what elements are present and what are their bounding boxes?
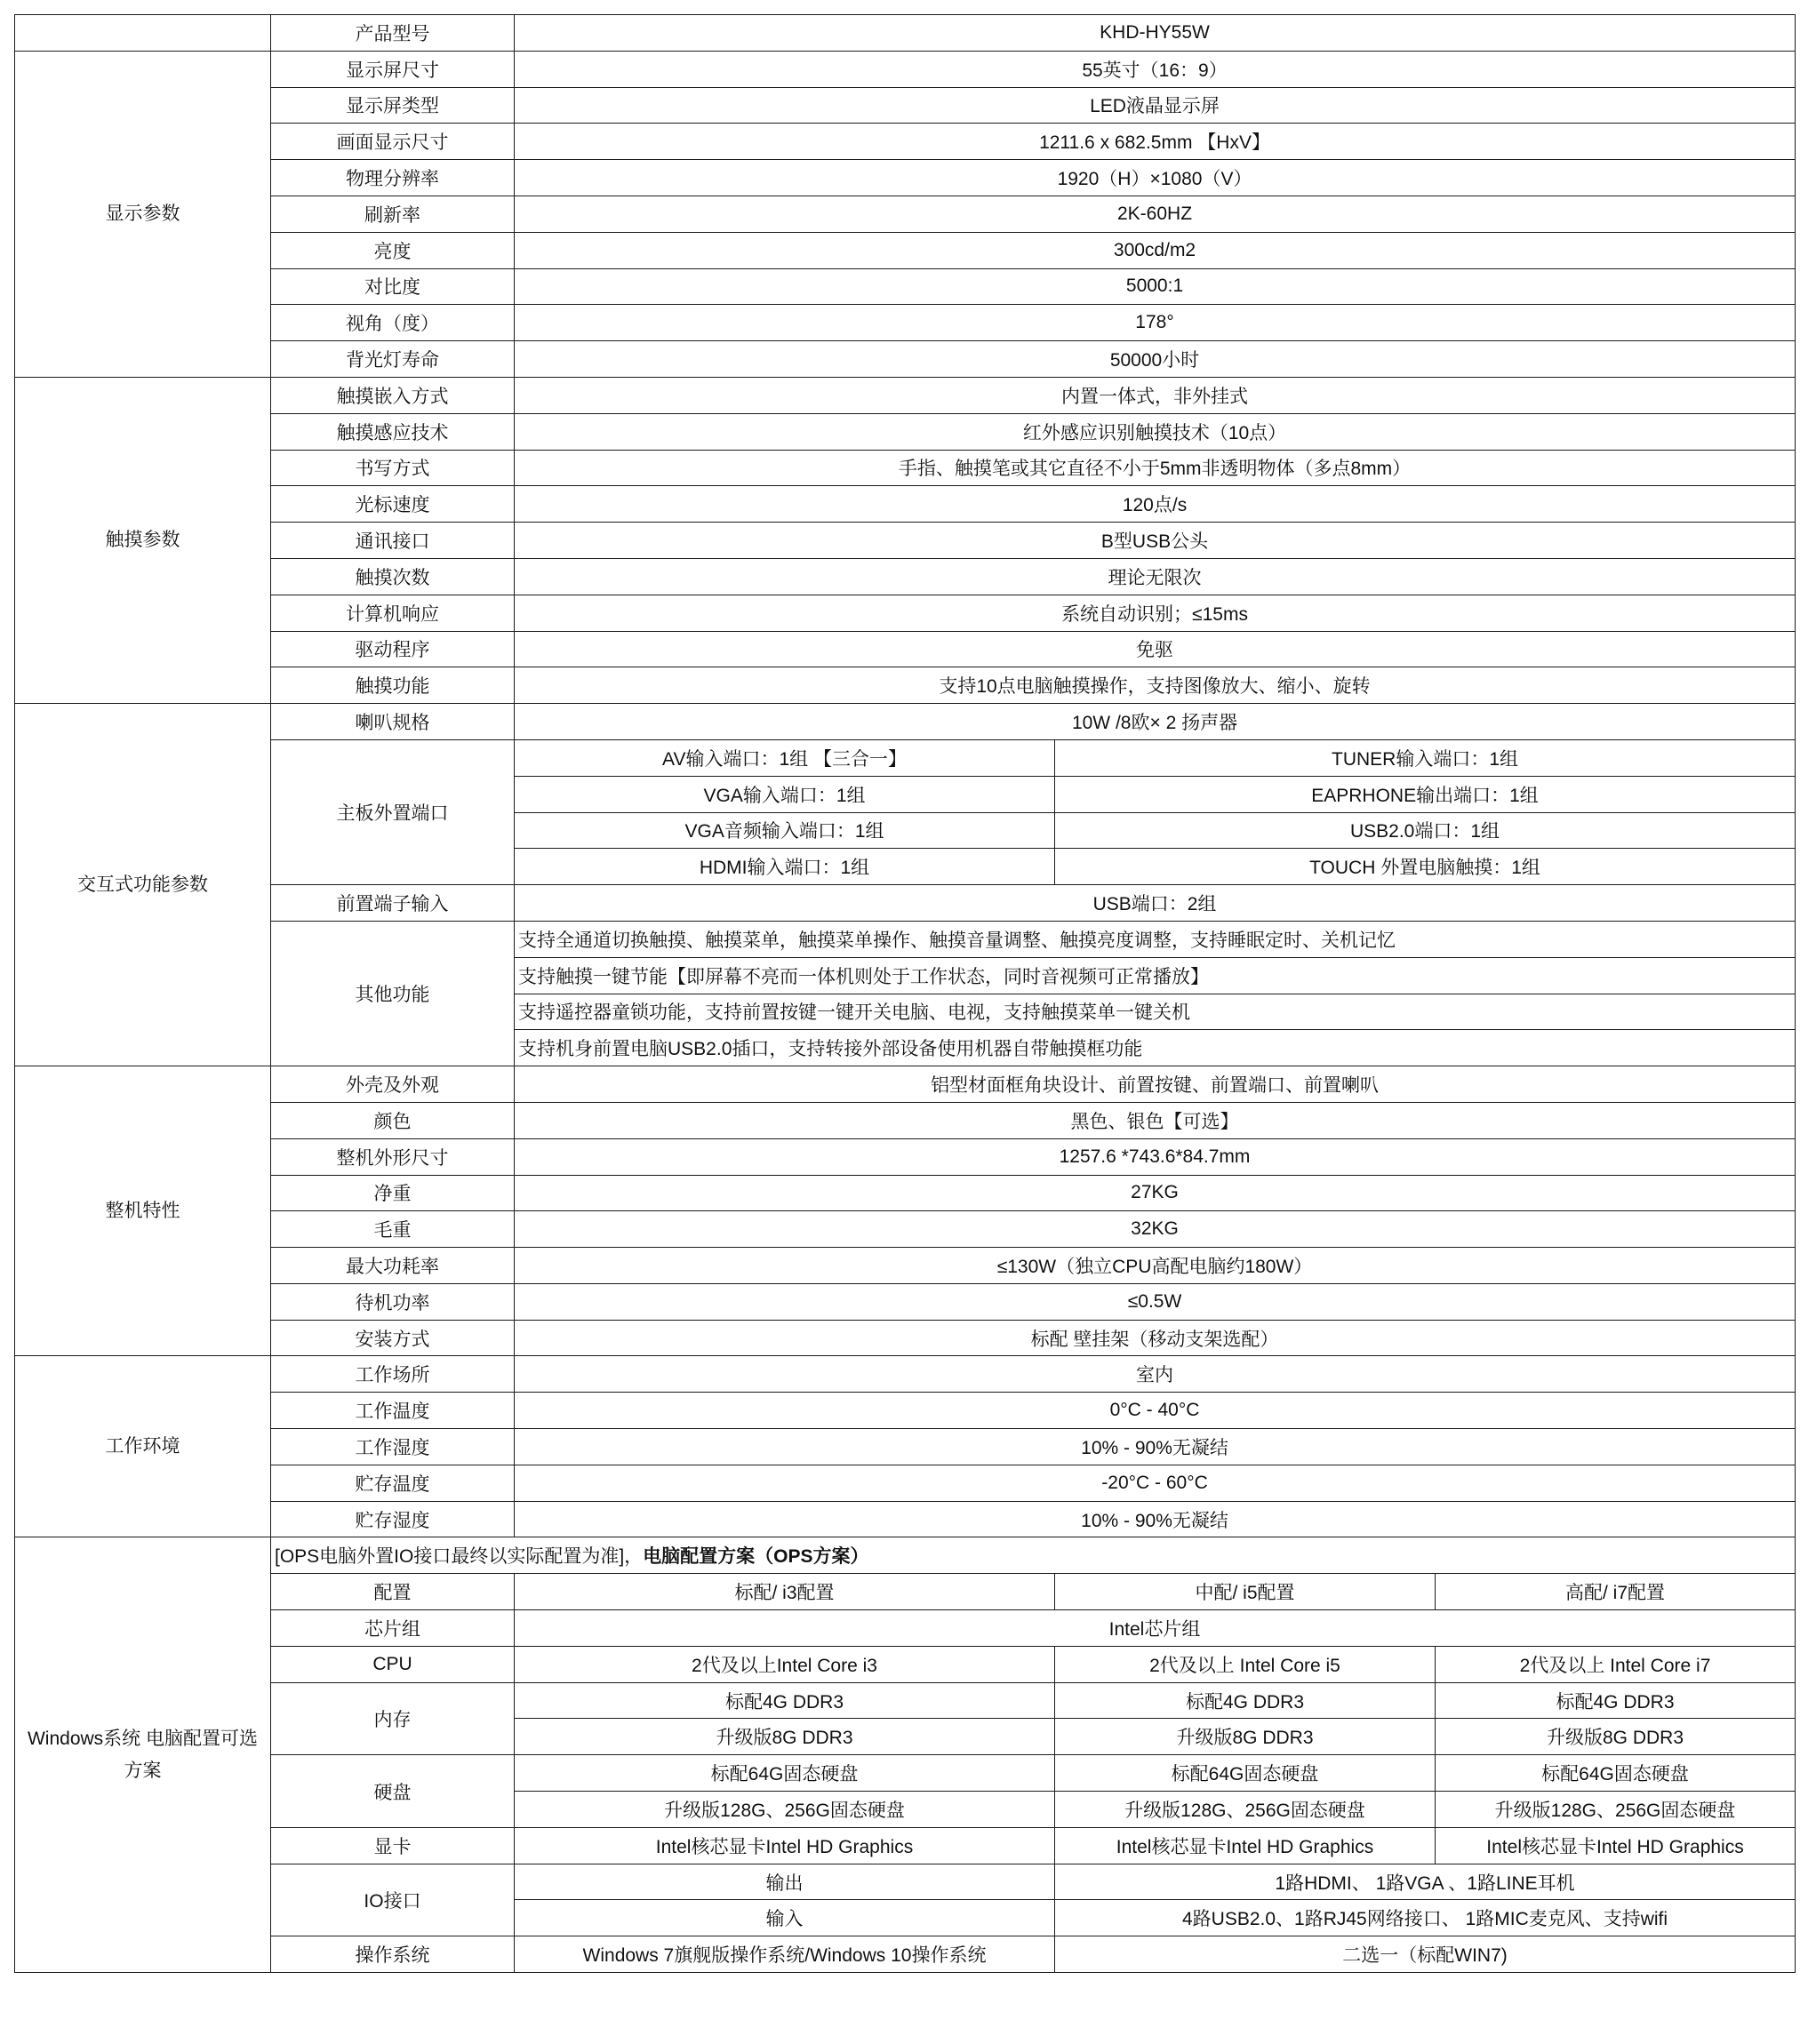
io-sub-label: 输入 — [515, 1900, 1055, 1936]
pc-note-title: 电脑配置方案（OPS方案） — [643, 1546, 869, 1568]
spec-value: 32KG — [515, 1211, 1796, 1248]
feature-line: 支持全通道切换触摸、触摸菜单，触摸菜单操作、触摸音量调整、触摸亮度调整，支持睡眠定时、关机记忆 — [515, 921, 1796, 957]
spec-label: 净重 — [271, 1175, 515, 1211]
spec-label: 触摸嵌入方式 — [271, 377, 515, 413]
spec-label: 显示屏类型 — [271, 87, 515, 124]
spec-row — [15, 1501, 1796, 1537]
spec-label: 刷新率 — [271, 196, 515, 232]
spec-row — [15, 160, 1796, 196]
spec-label: 操作系统 — [271, 1936, 515, 1973]
category-pc: Windows系统 电脑配置可选方案 — [15, 1537, 271, 1973]
port-cell: TOUCH 外置电脑触摸：1组 — [1055, 849, 1796, 885]
config-mid: 升级版128G、256G固态硬盘 — [1055, 1792, 1436, 1828]
spec-value: 10% - 90%无凝结 — [515, 1429, 1796, 1465]
spec-value: 1211.6 x 682.5mm 【HxV】 — [515, 124, 1796, 160]
spec-row — [15, 1175, 1796, 1211]
config-mid: 标配64G固态硬盘 — [1055, 1755, 1436, 1792]
config-high: 升级版8G DDR3 — [1436, 1719, 1796, 1755]
spec-label: 最大功耗率 — [271, 1248, 515, 1284]
spec-value: 免驱 — [515, 631, 1796, 667]
config-high: 2代及以上 Intel Core i7 — [1436, 1646, 1796, 1682]
spec-label: 贮存湿度 — [271, 1501, 515, 1537]
feature-line: 支持遥控器童锁功能，支持前置按键一键开关电脑、电视，支持触摸菜单一键关机 — [515, 994, 1796, 1030]
spec-label: 亮度 — [271, 232, 515, 268]
config-low: 标配64G固态硬盘 — [515, 1755, 1055, 1792]
spec-value: USB端口：2组 — [515, 885, 1796, 922]
spec-row — [15, 595, 1796, 631]
spec-row — [15, 1936, 1796, 1973]
spec-label: 喇叭规格 — [271, 704, 515, 740]
spec-row — [15, 486, 1796, 523]
spec-label: 硬盘 — [271, 1755, 515, 1828]
spec-row — [15, 667, 1796, 704]
config-low: 升级版8G DDR3 — [515, 1719, 1055, 1755]
spec-label: 光标速度 — [271, 486, 515, 523]
spec-row — [15, 124, 1796, 160]
port-cell: TUNER输入端口：1组 — [1055, 739, 1796, 776]
spec-row — [15, 1356, 1796, 1393]
config-low: 标配4G DDR3 — [515, 1682, 1055, 1719]
port-cell: VGA输入端口：1组 — [515, 776, 1055, 812]
spec-label: CPU — [271, 1646, 515, 1682]
spec-label: IO接口 — [271, 1864, 515, 1936]
spec-value: 55英寸（16：9） — [515, 51, 1796, 87]
spec-label: 配置 — [271, 1574, 515, 1610]
spec-row — [15, 1138, 1796, 1175]
category-interactive: 交互式功能参数 — [15, 704, 271, 1066]
spec-row — [15, 631, 1796, 667]
spec-row — [15, 1755, 1796, 1792]
spec-label: 外壳及外观 — [271, 1066, 515, 1103]
io-sub-label: 输出 — [515, 1864, 1055, 1900]
spec-row — [15, 51, 1796, 87]
spec-value: 系统自动识别；≤15ms — [515, 595, 1796, 631]
spec-label: 贮存温度 — [271, 1465, 515, 1501]
spec-value: B型USB公头 — [515, 523, 1796, 559]
spec-row — [15, 450, 1796, 486]
spec-row — [15, 1682, 1796, 1719]
spec-label: 主板外置端口 — [271, 739, 515, 884]
io-value: 1路HDMI、 1路VGA 、1路LINE耳机 — [1055, 1864, 1796, 1900]
spec-value: 室内 — [515, 1356, 1796, 1393]
spec-label: 对比度 — [271, 268, 515, 305]
spec-label: 触摸次数 — [271, 558, 515, 595]
spec-row — [15, 1610, 1796, 1647]
spec-label: 背光灯寿命 — [271, 341, 515, 378]
spec-value: 铝型材面框角块设计、前置按键、前置端口、前置喇叭 — [515, 1066, 1796, 1103]
os-note: 二选一（标配WIN7) — [1055, 1936, 1796, 1973]
config-low: 2代及以上Intel Core i3 — [515, 1646, 1055, 1682]
spec-label: 触摸功能 — [271, 667, 515, 704]
spec-row — [15, 558, 1796, 595]
spec-label: 安装方式 — [271, 1320, 515, 1356]
spec-row — [15, 1066, 1796, 1103]
spec-row — [15, 196, 1796, 232]
spec-value: LED液晶显示屏 — [515, 87, 1796, 124]
spec-value: 内置一体式，非外挂式 — [515, 377, 1796, 413]
spec-value: 支持10点电脑触摸操作，支持图像放大、缩小、旋转 — [515, 667, 1796, 704]
config-high: 升级版128G、256G固态硬盘 — [1436, 1792, 1796, 1828]
config-high: 高配/ i7配置 — [1436, 1574, 1796, 1610]
spec-row — [15, 1429, 1796, 1465]
spec-value: ≤130W（独立CPU高配电脑约180W） — [515, 1248, 1796, 1284]
spec-row — [15, 704, 1796, 740]
category-environment: 工作环境 — [15, 1356, 271, 1537]
config-low: 标配/ i3配置 — [515, 1574, 1055, 1610]
spec-row-model — [15, 15, 1796, 52]
spec-row — [15, 1827, 1796, 1864]
spec-value: 27KG — [515, 1175, 1796, 1211]
spec-value: 10% - 90%无凝结 — [515, 1501, 1796, 1537]
spec-row — [15, 1465, 1796, 1501]
spec-row — [15, 1574, 1796, 1610]
spec-label: 显示屏尺寸 — [271, 51, 515, 87]
config-high: 标配4G DDR3 — [1436, 1682, 1796, 1719]
category-touch: 触摸参数 — [15, 377, 271, 703]
spec-value: 标配 壁挂架（移动支架选配） — [515, 1320, 1796, 1356]
spec-label: 触摸感应技术 — [271, 413, 515, 450]
spec-label: 物理分辨率 — [271, 160, 515, 196]
spec-row — [15, 921, 1796, 957]
spec-value: 1920（H）×1080（V） — [515, 160, 1796, 196]
spec-value: 手指、触摸笔或其它直径不小于5mm非透明物体（多点8mm） — [515, 450, 1796, 486]
spec-row — [15, 1646, 1796, 1682]
spec-row — [15, 268, 1796, 305]
spec-value: ≤0.5W — [515, 1283, 1796, 1320]
spec-label: 显卡 — [271, 1827, 515, 1864]
port-cell: VGA音频输入端口：1组 — [515, 812, 1055, 849]
spec-value: -20°C - 60°C — [515, 1465, 1796, 1501]
spec-label: 产品型号 — [271, 15, 515, 52]
spec-label: 待机功率 — [271, 1283, 515, 1320]
spec-row — [15, 523, 1796, 559]
spec-label: 其他功能 — [271, 921, 515, 1066]
spec-label: 工作温度 — [271, 1393, 515, 1429]
spec-row — [15, 1102, 1796, 1138]
config-high: 标配64G固态硬盘 — [1436, 1755, 1796, 1792]
config-low: Intel核芯显卡Intel HD Graphics — [515, 1827, 1055, 1864]
spec-value: Intel芯片组 — [515, 1610, 1796, 1647]
spec-value: 0°C - 40°C — [515, 1393, 1796, 1429]
spec-value: 理论无限次 — [515, 558, 1796, 595]
spec-label: 前置端子输入 — [271, 885, 515, 922]
feature-line: 支持机身前置电脑USB2.0插口，支持转接外部设备使用机器自带触摸框功能 — [515, 1030, 1796, 1066]
spec-value: 黑色、银色【可选】 — [515, 1102, 1796, 1138]
config-mid: 中配/ i5配置 — [1055, 1574, 1436, 1610]
spec-row — [15, 1248, 1796, 1284]
spec-row — [15, 885, 1796, 922]
spec-value: 50000小时 — [515, 341, 1796, 378]
spec-label: 毛重 — [271, 1211, 515, 1248]
config-mid: 2代及以上 Intel Core i5 — [1055, 1646, 1436, 1682]
category-machine: 整机特性 — [15, 1066, 271, 1356]
spec-label: 书写方式 — [271, 450, 515, 486]
spec-row — [15, 413, 1796, 450]
pc-note — [271, 1537, 1796, 1574]
spec-label: 计算机响应 — [271, 595, 515, 631]
spec-row — [15, 739, 1796, 776]
os-value: Windows 7旗舰版操作系统/Windows 10操作系统 — [515, 1936, 1055, 1973]
spec-value: 1257.6 *743.6*84.7mm — [515, 1138, 1796, 1175]
config-mid: Intel核芯显卡Intel HD Graphics — [1055, 1827, 1436, 1864]
spec-row — [15, 1283, 1796, 1320]
spec-row — [15, 1320, 1796, 1356]
spec-table — [14, 14, 1796, 1973]
io-value: 4路USB2.0、1路RJ45网络接口、 1路MIC麦克风、支持wifi — [1055, 1900, 1796, 1936]
spec-label: 整机外形尺寸 — [271, 1138, 515, 1175]
port-cell: EAPRHONE输出端口：1组 — [1055, 776, 1796, 812]
spec-row — [15, 1864, 1796, 1900]
spec-value: 10W /8欧× 2 扬声器 — [515, 704, 1796, 740]
spec-value: 红外感应识别触摸技术（10点） — [515, 413, 1796, 450]
port-cell: AV输入端口：1组 【三合一】 — [515, 739, 1055, 776]
spec-label: 驱动程序 — [271, 631, 515, 667]
spec-label: 通讯接口 — [271, 523, 515, 559]
spec-value: 5000:1 — [515, 268, 1796, 305]
spec-label: 芯片组 — [271, 1610, 515, 1647]
spec-label: 内存 — [271, 1682, 515, 1755]
spec-label: 工作湿度 — [271, 1429, 515, 1465]
spec-value: 178° — [515, 305, 1796, 341]
spec-row — [15, 1393, 1796, 1429]
spec-label: 画面显示尺寸 — [271, 124, 515, 160]
spec-row — [15, 1537, 1796, 1574]
config-mid: 标配4G DDR3 — [1055, 1682, 1436, 1719]
spec-value: 300cd/m2 — [515, 232, 1796, 268]
spec-row — [15, 377, 1796, 413]
spec-label: 颜色 — [271, 1102, 515, 1138]
config-mid: 升级版8G DDR3 — [1055, 1719, 1436, 1755]
config-high: Intel核芯显卡Intel HD Graphics — [1436, 1827, 1796, 1864]
pc-note-text: [OPS电脑外置IO接口最终以实际配置为准]， — [275, 1546, 644, 1568]
empty-category-cell — [15, 15, 271, 52]
spec-value: 2K-60HZ — [515, 196, 1796, 232]
spec-value: 120点/s — [515, 486, 1796, 523]
spec-row — [15, 232, 1796, 268]
category-display: 显示参数 — [15, 51, 271, 377]
port-cell: USB2.0端口：1组 — [1055, 812, 1796, 849]
spec-row — [15, 341, 1796, 378]
spec-label: 工作场所 — [271, 1356, 515, 1393]
spec-row — [15, 1211, 1796, 1248]
port-cell: HDMI输入端口：1组 — [515, 849, 1055, 885]
spec-row — [15, 305, 1796, 341]
config-low: 升级版128G、256G固态硬盘 — [515, 1792, 1055, 1828]
spec-label: 视角（度） — [271, 305, 515, 341]
spec-row — [15, 87, 1796, 124]
feature-line: 支持触摸一键节能【即屏幕不亮而一体机则处于工作状态，同时音视频可正常播放】 — [515, 957, 1796, 994]
spec-value: KHD-HY55W — [515, 15, 1796, 52]
